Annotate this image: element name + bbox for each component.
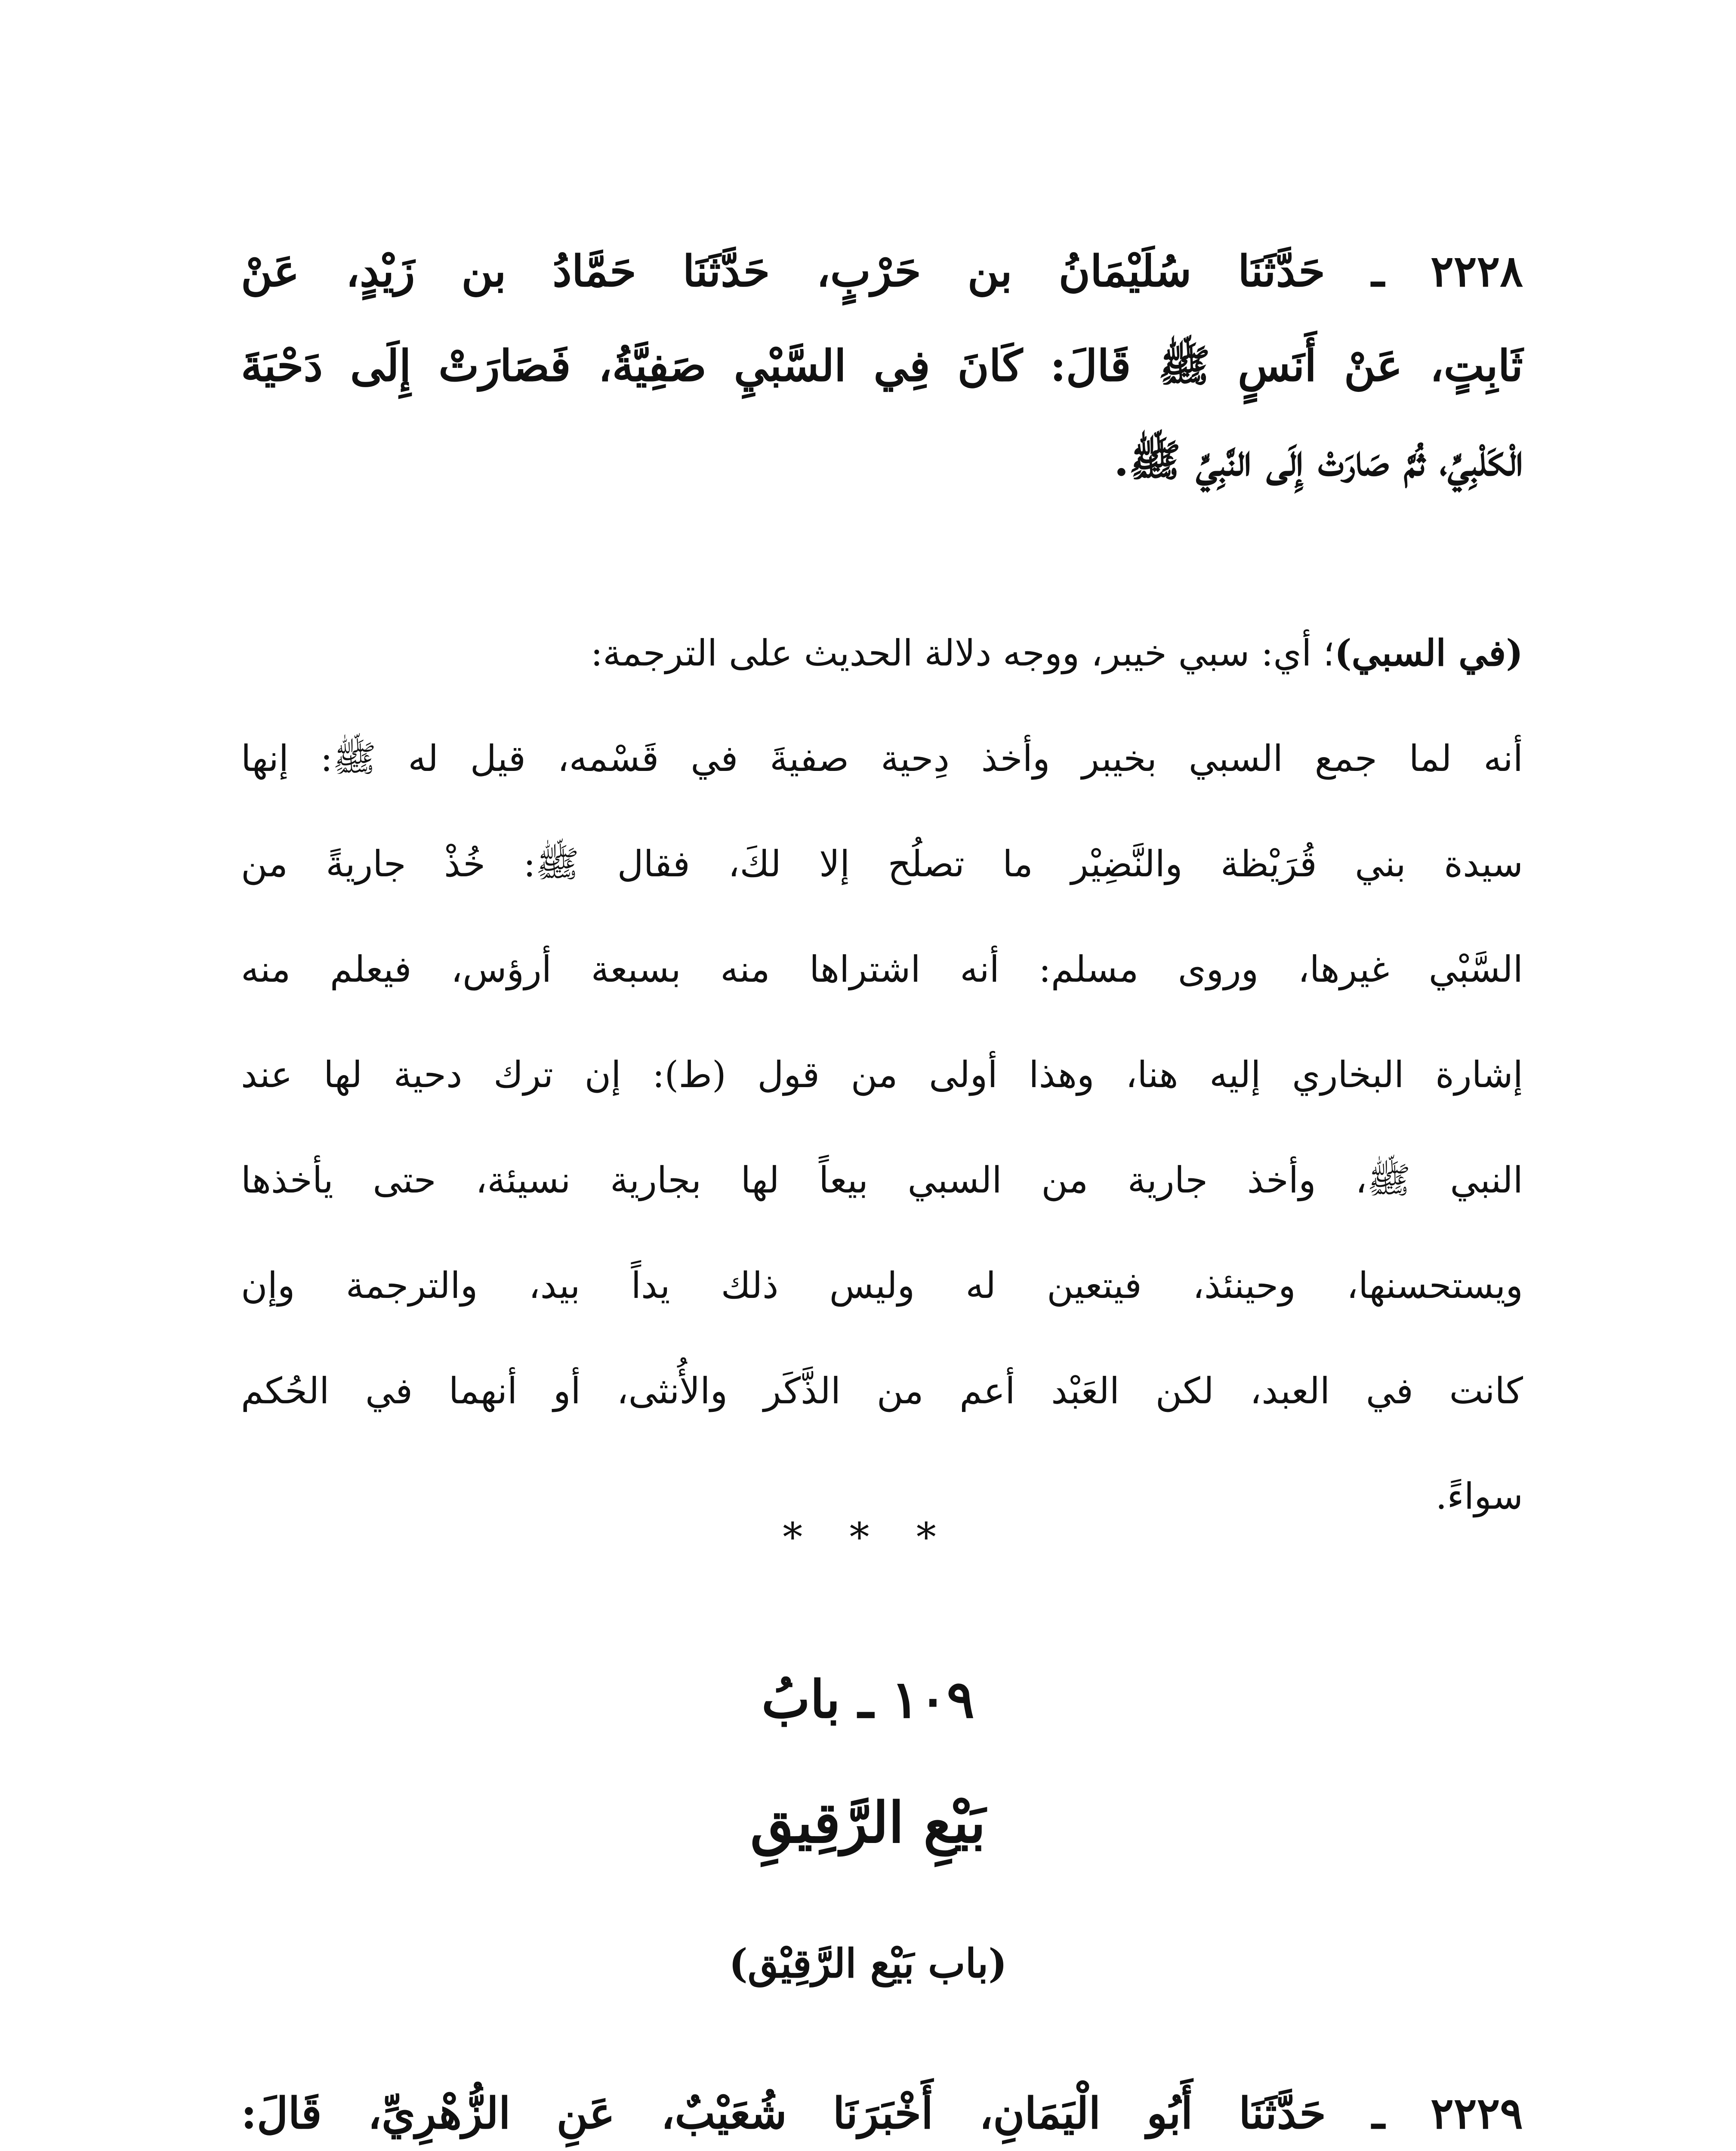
- commentary-line-3: سيدة بني قُرَيْظة والنَّضِيْر ما تصلُح إلا لكَ، فقال ﷺ: خُذْ جاريةً من: [241, 843, 1523, 885]
- commentary-line-4: السَّبْي غيرها، وروى مسلم: أنه اشتراها منه بسبعة أرؤس، فيعلم منه: [241, 948, 1523, 990]
- hadith-2229-line-1: ٢٢٢٩ ـ حَدَّثَنَا أَبُو الْيَمَانِ، أَخْبَرَنَا شُعَيْبٌ، عَنِ الزُّهْرِيِّ، قَالَ:: [241, 2088, 1523, 2139]
- chapter-number: ١٠٩ ـ بابُ: [762, 1669, 974, 1730]
- commentary-line-8: كانت في العبد، لكن العَبْد أعم من الذَّكَر والأُنثى، أو أنهما في الحُكم: [241, 1370, 1523, 1412]
- commentary-line-1: [241, 600, 1523, 706]
- commentary: [241, 600, 1523, 1549]
- commentary-line-6: النبي ﷺ، وأخذ جارية من السبي بيعاً لها بجارية نسيئة، حتى يأخذها: [241, 1159, 1523, 1201]
- commentary-line-1-text: ؛ أي: سبي خيبر، ووجه دلالة الحديث على الترجمة:: [590, 632, 1335, 674]
- commentary-line-5: إشارة البخاري إليه هنا، وهذا أولى من قول (ط): إن ترك دحية لها عند: [241, 1054, 1523, 1096]
- chapter-subtitle: (باب بَيْع الرَّقِيْق): [729, 1940, 1007, 1987]
- section-separator: * * *: [783, 1514, 953, 1560]
- hadith-2228: [241, 224, 1523, 508]
- hadith-2228-line-1: ٢٢٢٨ ـ حَدَّثَنَا سُلَيْمَانُ بن حَرْبٍ، حَدَّثَنَا حَمَّادُ بن زَيْدٍ، عَنْ: [241, 246, 1523, 296]
- commentary-line-2: أنه لما جمع السبي بخيبر وأخذ دِحية صفيةَ في قَسْمه، قيل له ﷺ: إنها: [241, 737, 1523, 780]
- hadith-2229: [241, 2065, 1523, 2151]
- chapter-title: بَيْعِ الرَّقِيقِ: [750, 1790, 986, 1855]
- commentary-line-7: ويستحسنها، وحينئذ، فيتعين له وليس ذلك يداً بيد، والترجمة وإن: [241, 1264, 1523, 1307]
- hadith-2228-line-3: الْكَلْبِيِّ، ثُمَّ صَارَتْ إِلَى النَّبِيِّ ﷺ.: [1114, 435, 1523, 486]
- hadith-2228-line-2: ثَابِتٍ، عَنْ أَنَسٍ ﷺ قَالَ: كَانَ فِي السَّبْيِ صَفِيَّةُ، فَصَارَتْ إِلَى دَحْيَةَ: [241, 340, 1523, 391]
- commentary-line-9: سواءً.: [1435, 1475, 1523, 1517]
- commentary-keyword: (في السبي): [1334, 632, 1523, 674]
